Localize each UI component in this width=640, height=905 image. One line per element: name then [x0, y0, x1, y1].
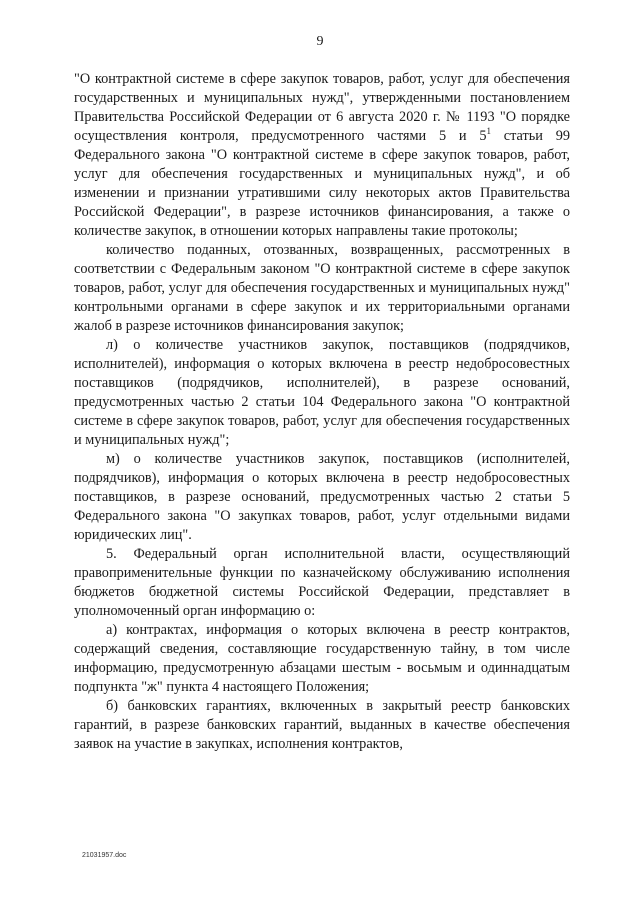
paragraph-continuation	[74, 70, 570, 241]
paragraph-item-m: м) о количестве участников закупок, поставщиков (исполнителей, подрядчиков), информация о которых включена в реестр недобросовестных поставщиков, в разрезе оснований, предусмотренных частью 2 статьи 5 Федерального закона "О закупках товаров, работ, услуг отдельными видами юридических лиц".	[74, 451, 570, 543]
page-number: 9	[316, 34, 324, 49]
paragraph-item-b: б) банковских гарантиях, включенных в закрытый реестр банковских гарантий, в разрезе банковских гарантий, выданных в качестве обеспечения заявок на участие в закупках, исполнения контрактов,	[74, 698, 570, 752]
paragraph-item-l: л) о количестве участников закупок, поставщиков (подрядчиков, исполнителей), информация о которых включена в реестр недобросовестных поставщиков (подрядчиков, исполнителей), в разрезе оснований, предусмотренных частью 2 статьи 104 Федерального закона "О контрактной системе в сфере закупок товаров, работ, услуг для обеспечения государственных и муниципальных нужд";	[74, 337, 570, 448]
paragraph-text: "О контрактной системе в сфере закупок товаров, работ, услуг для обеспечения государственных и муниципальных нужд", утвержденными постановлением Правительства Российской Федерации от 6 августа 2020 г. № 1193 "О порядке осуществления контроля, предусмотренного частями 5 и 5	[74, 71, 570, 144]
paragraph-section-5: 5. Федеральный орган исполнительной власти, осуществляющий правоприменительные функции по казначейскому обслуживанию исполнения бюджетов бюджетной системы Российской Федерации, представляет в уполномоченный орган информацию о:	[74, 546, 570, 619]
paragraph-item-a: а) контрактах, информация о которых включена в реестр контрактов, содержащий сведения, составляющие государственную тайну, в том числе информацию, предусмотренную абзацами шестым - восьмым и одиннадцатым подпункта "ж" пункта 4 настоящего Положения;	[74, 622, 570, 695]
paragraph-complaints: количество поданных, отозванных, возвращенных, рассмотренных в соответствии с Федеральным законом "О контрактной системе в сфере закупок товаров, работ, услуг для обеспечения государственных и муниципальных нужд" контрольными органами в сфере закупок и их территориальными органами жалоб в разрезе источников финансирования закупок;	[74, 242, 570, 334]
paragraph-text: статьи 99 Федерального закона "О контрактной системе в сфере закупок товаров, работ, услуг для обеспечения государственных и муниципальных нужд", и об изменении и признании утратившими силу некоторых актов Правительства Российской Федерации", в разрезе источников финансирования, а также о количестве закупок, в отношении которых направлены такие протоколы;	[74, 128, 571, 239]
document-body	[74, 70, 570, 754]
superscript: 1	[486, 126, 491, 137]
document-footer-code: 21031957.doc	[82, 852, 127, 859]
